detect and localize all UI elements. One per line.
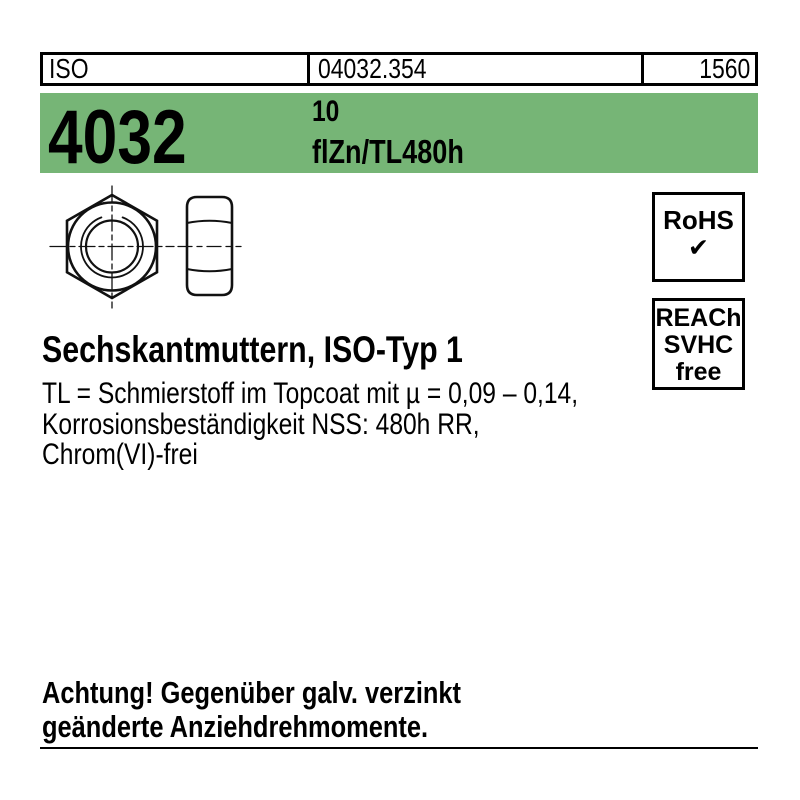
hex-nut-technical-drawing bbox=[38, 180, 250, 316]
notice-line-1: Achtung! Gegenüber galv. verzinkt bbox=[42, 675, 462, 710]
standard-label: ISO bbox=[49, 55, 89, 83]
checkmark-icon: ✔ bbox=[688, 233, 709, 262]
rohs-badge bbox=[652, 192, 745, 282]
header-article-cell bbox=[307, 55, 641, 83]
standard-number: 4032 bbox=[48, 94, 187, 180]
product-title: Sechskantmuttern, ISO-Typ 1 bbox=[42, 329, 463, 370]
standard-banner bbox=[40, 93, 758, 180]
header-strip bbox=[40, 52, 758, 86]
notice-line-2: geänderte Anziehdrehmomente. bbox=[42, 709, 429, 744]
reach-line-1: REACh bbox=[655, 304, 742, 332]
coating-code: flZn/TL480h bbox=[312, 133, 464, 170]
reach-line-2: SVHC bbox=[663, 331, 734, 359]
hex-nut-front-view bbox=[50, 186, 174, 308]
bottom-divider bbox=[40, 747, 758, 749]
product-title-row bbox=[42, 331, 555, 368]
description-line-2: Korrosionsbeständigkeit NSS: 480h RR, bbox=[42, 407, 480, 441]
property-class: 10 bbox=[312, 95, 340, 128]
description-line-3: Chrom(VI)-frei bbox=[42, 438, 198, 471]
rohs-label: RoHS bbox=[663, 205, 734, 235]
reach-line-3: free bbox=[675, 358, 722, 386]
header-standard-cell bbox=[43, 55, 307, 83]
reach-badge bbox=[652, 298, 745, 390]
hex-nut-side-view bbox=[178, 197, 241, 295]
product-description bbox=[42, 379, 578, 471]
page-number: 1560 bbox=[698, 55, 750, 83]
torque-notice bbox=[42, 676, 461, 744]
article-number: 04032.354 bbox=[318, 55, 427, 83]
description-line-1: TL = Schmierstoff im Topcoat mit µ = 0,09 – 0,14, bbox=[42, 377, 579, 410]
header-page-cell bbox=[641, 55, 755, 83]
